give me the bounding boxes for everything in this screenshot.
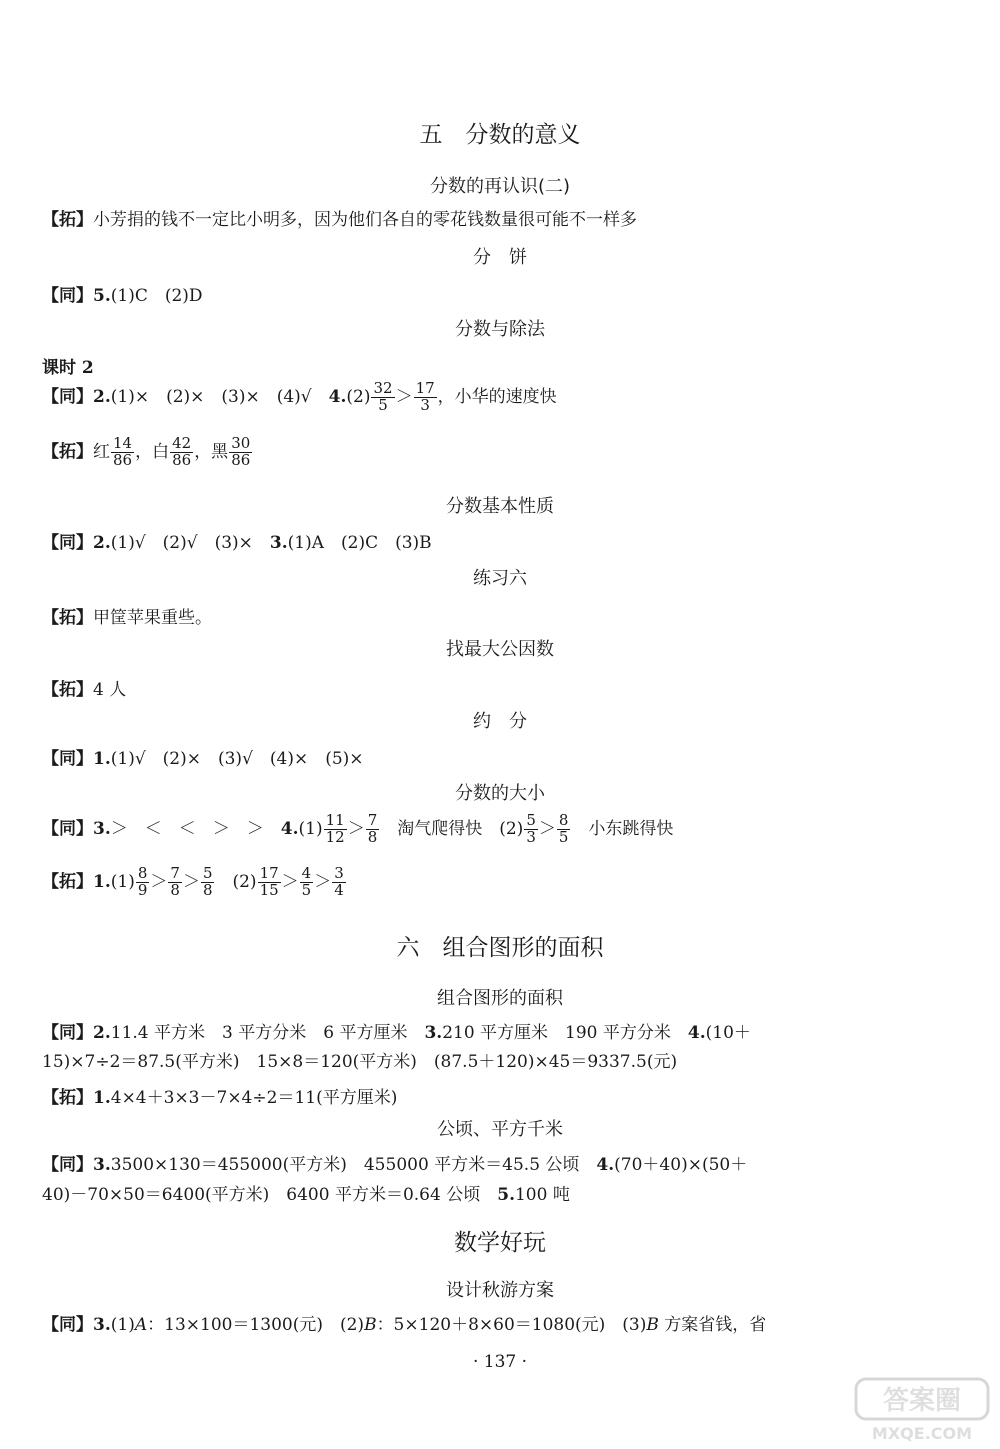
question-number: 3. xyxy=(424,1023,443,1043)
answer-text: (1)× (2)× (3)× (4)√ xyxy=(110,386,329,407)
answer-text: 淘气爬得快 (2) xyxy=(380,818,524,839)
section-title: 分数与除法 xyxy=(455,319,545,340)
answer-line xyxy=(42,436,253,469)
comparison: ＞ xyxy=(281,871,299,892)
answer-text: 小芳捐的钱不一定比小明多，因为他们各自的零花钱数量很可能不一样多 xyxy=(93,210,637,230)
question-number: 3. xyxy=(93,1155,111,1175)
fraction: $\frac{8}{9}$ xyxy=(137,864,148,899)
fraction: $\frac{3}{4}$ xyxy=(334,864,344,899)
question-number: 1. xyxy=(93,749,111,769)
answer-text: (1) xyxy=(298,818,323,839)
answer-text: 4×4＋3×3－7×4÷2＝11(平方厘米) xyxy=(110,1088,398,1108)
answer-text: 方案省钱，省 xyxy=(658,1315,767,1335)
answer-line xyxy=(42,1083,397,1108)
answer-text: 红 xyxy=(93,441,110,462)
answer-text: ＞ ＜ ＜ ＞ ＞ xyxy=(110,818,281,839)
question-number: 1. xyxy=(93,871,111,892)
chapter-title-math-fun: 数学好玩 xyxy=(454,1230,546,1256)
answer-text: (1) xyxy=(110,1315,135,1335)
answer-text: (2) xyxy=(215,871,257,892)
answer-text: 11.4 平方米 3 平方分米 6 平方厘米 xyxy=(110,1023,425,1043)
section-title: 分数基本性质 xyxy=(446,496,554,517)
fraction: $\frac{4}{5}$ xyxy=(301,864,312,899)
answer-text: 15)×7÷2＝87.5(平方米) 15×8＝120(平方米) (87.5＋120)×45＝9337.5(元) xyxy=(42,1052,678,1072)
answer-text: 100 吨 xyxy=(514,1185,570,1205)
answer-line xyxy=(42,744,364,769)
question-number: 4. xyxy=(596,1155,615,1175)
question-number: 2. xyxy=(93,533,111,553)
answer-line xyxy=(42,1150,747,1175)
answer-text: (1)A (2)C (3)B xyxy=(287,533,432,553)
answer-text: 40)－70×50＝6400(平方米) 6400 平方米＝0.64 公顷 xyxy=(42,1185,498,1205)
fraction: $\frac{5}{3}$ xyxy=(526,811,536,846)
fraction: $\frac{5}{8}$ xyxy=(202,864,213,899)
comparison: ＞ xyxy=(395,386,413,407)
answer-text: ，黑 xyxy=(194,441,229,462)
question-number: 1. xyxy=(93,1088,111,1108)
answer-line xyxy=(42,603,212,628)
section-title: 分数的再认识(二) xyxy=(429,176,571,197)
fraction: $\frac{14}{86}$ xyxy=(113,434,133,469)
answer-text: ，小华的速度快 xyxy=(437,386,557,407)
option-label: A xyxy=(134,1315,148,1335)
watermark-text: 答案圈 xyxy=(882,1386,962,1416)
answer-line xyxy=(42,1310,766,1335)
fraction: $\frac{11}{12}$ xyxy=(325,811,345,846)
section-title: 找最大公因数 xyxy=(446,639,554,660)
chapter-title-composite-area: 六 组合图形的面积 xyxy=(396,935,604,961)
lesson-label xyxy=(42,353,94,378)
tag-tuo: 【拓】 xyxy=(42,441,93,462)
section-title: 设计秋游方案 xyxy=(446,1280,554,1301)
fraction: $\frac{17}{3}$ xyxy=(415,379,435,414)
question-number: 3. xyxy=(269,533,288,553)
question-number: 3. xyxy=(93,1315,111,1335)
answer-text: ：13×100＝1300(元) (2) xyxy=(147,1315,365,1335)
tag-tuo: 【拓】 xyxy=(42,1088,93,1108)
answer-text: (2) xyxy=(346,386,371,407)
question-number: 4. xyxy=(687,1023,706,1043)
answer-line xyxy=(42,381,557,414)
fraction: $\frac{8}{5}$ xyxy=(558,811,569,846)
tag-tuo: 【拓】 xyxy=(42,871,93,892)
answer-line xyxy=(42,1018,751,1043)
fraction: $\frac{42}{86}$ xyxy=(172,434,192,469)
comparison: ＞ xyxy=(538,818,556,839)
question-number: 4. xyxy=(280,818,299,839)
tag-tong: 【同】 xyxy=(42,386,93,407)
tag-tuo: 【拓】 xyxy=(42,680,93,700)
tag-tong: 【同】 xyxy=(42,533,93,553)
answer-text: (10＋ xyxy=(705,1023,751,1043)
answer-text: (1)C (2)D xyxy=(110,286,203,306)
section-title: 练习六 xyxy=(473,568,527,589)
question-number: 2. xyxy=(93,386,111,407)
page-number: · 137 · xyxy=(472,1352,528,1372)
section-title: 公顷、平方千米 xyxy=(437,1119,563,1140)
answer-text: (1)√ (2)√ (3)× xyxy=(110,533,270,553)
option-label: B xyxy=(646,1315,659,1335)
question-number: 5. xyxy=(497,1185,515,1205)
section-title: 组合图形的面积 xyxy=(437,988,563,1009)
answer-line xyxy=(42,205,637,230)
comparison: ＞ xyxy=(314,871,332,892)
fraction: $\frac{17}{15}$ xyxy=(259,864,279,899)
watermark-url: MXQE.COM xyxy=(871,1424,973,1443)
comparison: ＞ xyxy=(182,871,200,892)
question-number: 4. xyxy=(328,386,347,407)
answer-text: 4 人 xyxy=(93,680,127,700)
watermark-logo xyxy=(852,1375,992,1445)
answer-text: (1) xyxy=(110,871,135,892)
tag-tong: 【同】 xyxy=(42,286,93,306)
fraction: $\frac{7}{8}$ xyxy=(367,811,378,846)
comparison: ＞ xyxy=(150,871,168,892)
fraction: $\frac{32}{5}$ xyxy=(373,379,393,414)
tag-tuo: 【拓】 xyxy=(42,210,93,230)
section-title: 约 分 xyxy=(473,711,527,732)
answer-line xyxy=(42,866,347,899)
comparison: ＞ xyxy=(347,818,365,839)
answer-text: (70＋40)×(50＋ xyxy=(614,1155,748,1175)
answer-text: (1)√ (2)× (3)√ (4)× (5)× xyxy=(110,749,364,769)
answer-line xyxy=(42,281,203,306)
answer-line xyxy=(42,1180,570,1205)
answer-text: ，白 xyxy=(135,441,170,462)
section-title: 分 饼 xyxy=(473,247,527,268)
tag-tong: 【同】 xyxy=(42,749,93,769)
question-number: 2. xyxy=(93,1023,111,1043)
section-title: 分数的大小 xyxy=(455,783,545,804)
answer-line xyxy=(42,813,673,846)
answer-text: 甲筐苹果重些。 xyxy=(93,608,212,628)
lesson-text: 课时 2 xyxy=(42,358,94,378)
tag-tuo: 【拓】 xyxy=(42,608,93,628)
answer-text: 小东跳得快 xyxy=(571,818,674,839)
fraction: $\frac{30}{86}$ xyxy=(231,434,251,469)
tag-tong: 【同】 xyxy=(42,1155,93,1175)
answer-text: 210 平方厘米 190 平方分米 xyxy=(442,1023,688,1043)
answer-text: ：5×120＋8×60＝1080(元) (3) xyxy=(376,1315,647,1335)
answer-line xyxy=(42,528,432,553)
question-number: 5. xyxy=(93,286,111,306)
chapter-title-fractions: 五 分数的意义 xyxy=(419,122,581,148)
fraction: $\frac{7}{8}$ xyxy=(170,864,180,899)
option-label: B xyxy=(364,1315,377,1335)
answer-line xyxy=(42,1047,677,1072)
answer-text: 3500×130＝455000(平方米) 455000 平方米＝45.5 公顷 xyxy=(110,1155,597,1175)
question-number: 3. xyxy=(93,818,111,839)
tag-tong: 【同】 xyxy=(42,1023,93,1043)
answer-line xyxy=(42,675,126,700)
tag-tong: 【同】 xyxy=(42,1315,93,1335)
tag-tong: 【同】 xyxy=(42,818,93,839)
